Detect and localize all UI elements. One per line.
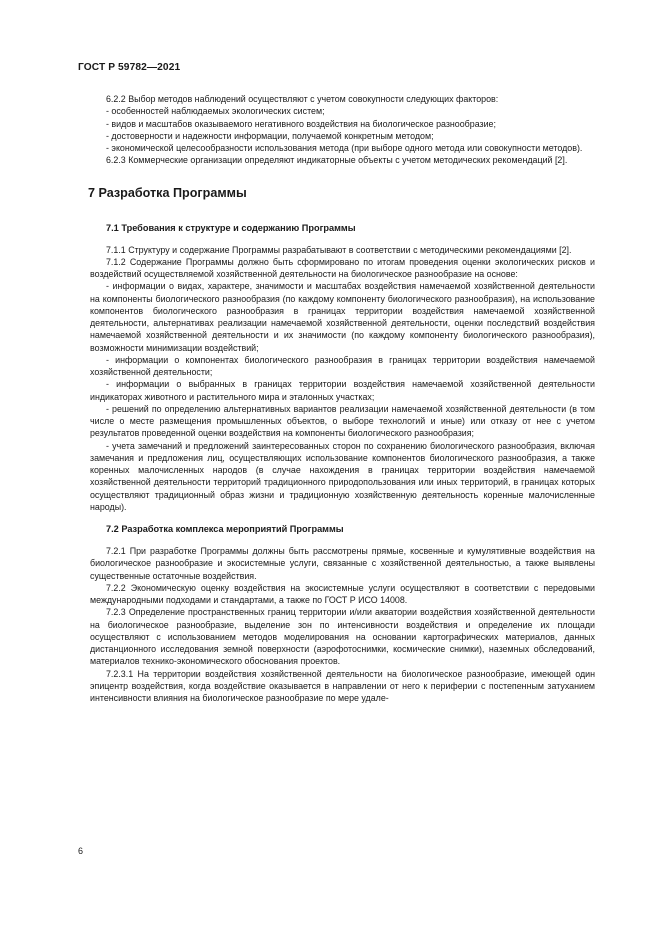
list-item: - решений по определению альтернативных вариантов реализации намечаемой хозяйственной деятельности (в том числе о месте размещения промышленных объектов, о выборе технологий и иные) или отказу от нее с учетом результатов проведенной оценки воздействия на компоненты биологического разнообразия; xyxy=(90,403,595,439)
list-item: - особенностей наблюдаемых экологических систем; xyxy=(106,106,325,117)
subsection-7-2-title: 7.2 Разработка комплекса мероприятий Программы xyxy=(106,524,344,534)
paragraph-7-1-2: 7.1.2 Содержание Программы должно быть сформировано по итогам проведения оценки экологических рисков и воздействий осуществляемой хозяйственной деятельности на биологическое разнообразие на основе: xyxy=(90,256,595,279)
paragraph-7-2-3-1: 7.2.3.1 На территории воздействия хозяйственной деятельности на биологическое разнообразие, имеющей один эпицентр воздействия, когда воздействие оказывается в направлении от него к периферии с постепенным затуханием интенсивности влияния на биологическое разнообразие по мере удале- xyxy=(90,668,595,703)
list-item: - информации о компонентах биологического разнообразия в границах территории воздействия намечаемой хозяйственной деятельности; xyxy=(90,354,595,377)
list-item: - информации о выбранных в границах территории воздействия намечаемой хозяйственной деятельности индикаторах животного и растительного мира и эталонных участках; xyxy=(90,379,595,402)
list-item: - достоверности и надежности информации, получаемой конкретным методом; xyxy=(106,130,434,141)
paragraph-7-2-1: 7.2.1 При разработке Программы должны быть рассмотрены прямые, косвенные и кумулятивные воздействия на биологическое разнообразие и экосистемные услуги, связанные с хозяйственной деятельностью, а также выявлены существенные остаточные воздействия. xyxy=(90,546,595,581)
subsection-7-1-title: 7.1 Требования к структуре и содержанию Программы xyxy=(106,222,356,233)
section-7-title: 7 Разработка Программы xyxy=(88,185,247,200)
page-content xyxy=(90,93,595,704)
paragraph-6-2-2: 6.2.2 Выбор методов наблюдений осуществляют с учетом совокупности следующих факторов: xyxy=(106,94,499,104)
paragraph-6-2-3: 6.2.3 Коммерческие организации определяют индикаторные объекты с учетом методических рекомендаций [2]. xyxy=(106,155,568,166)
page-number: 6 xyxy=(78,846,84,856)
list-item: - видов и масштабов оказываемого негативного воздействия на биологическое разнообразие; xyxy=(106,118,496,129)
list-item: - учета замечаний и предложений заинтересованных сторон по сохранению биологического разнообразия, включая замечания и предложения лиц, осуществляющих использование компонентов биологического разнообразия, а также коренных малочисленных народов (в случае нахождения в границах территории воздействия намечаемой хозяйственной деятельности территорий традиционного природопользования или иных территорий, в границах которых осуществляют традиционный образ жизни и традиционную хозяйственную деятельность коренные малочисленные народы). xyxy=(90,440,595,512)
list-item: - экономической целесообразности использования метода (при выборе одного метода или совокупности методов). xyxy=(106,143,583,153)
paragraph-7-2-3: 7.2.3 Определение пространственных границ территории и/или акватории воздействия хозяйственной деятельности на биологическое разнообразие, выделение зон по интенсивности воздействия и определение их площади осуществляют с использованием методов моделирования на основании картографических материалов, данных дистанционного исследования земной поверхности (аэрофотоснимки, космические снимки), наземных обследований, материалов технико-экономического обоснования проектов. xyxy=(90,607,595,667)
paragraph-7-2-2: 7.2.2 Экономическую оценку воздействия на экосистемные услуги осуществляют в соответствии с передовыми международными подходами и стандартами, а также по ГОСТ Р ИСО 14008. xyxy=(90,582,595,605)
document-code-header: ГОСТ Р 59782—2021 xyxy=(78,62,181,73)
paragraph-7-1-1: 7.1.1 Структуру и содержание Программы разрабатывают в соответствии с методическими рекомендациями [2]. xyxy=(106,244,572,255)
list-item: - информации о видах, характере, значимости и масштабах воздействия намечаемой хозяйственной деятельности на компоненты биологического разнообразия (по каждому компоненту биологического разнообразия), на использование компонентов биологического разнообразия в границах территории воздействия намечаемой хозяйственной деятельности, альтернативах реализации намечаемой хозяйственной деятельности, оценки последствий воздействия намечаемой хозяйственной деятельности и их значимости (по каждому компоненту биологического разнообразия), возможности минимизации воздействий; xyxy=(90,281,595,353)
